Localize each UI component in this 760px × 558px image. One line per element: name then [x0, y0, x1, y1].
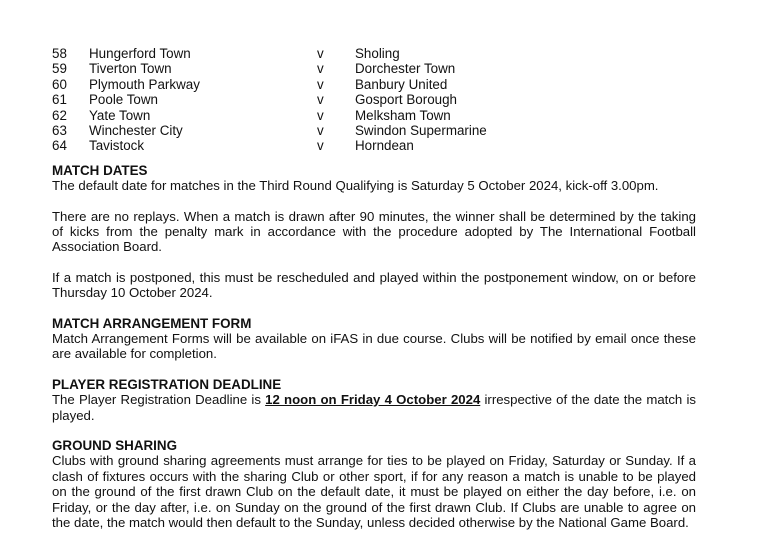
- fixture-number: 63: [52, 122, 67, 138]
- fixture-row: [52, 46, 696, 61]
- home-team: Hungerford Town: [89, 46, 191, 61]
- fixture-list: [52, 46, 696, 154]
- away-team: Gosport Borough: [355, 92, 457, 108]
- fixture-number: 60: [52, 76, 67, 92]
- away-team: Swindon Supermarine: [355, 122, 487, 138]
- versus-label: v: [317, 46, 324, 61]
- versus-label: v: [317, 61, 324, 77]
- match-arrangement-paragraph: Match Arrangement Forms will be available on iFAS in due course. Clubs will be notified by email once these are available for completion.: [52, 330, 696, 362]
- registration-text-before: The Player Registration Deadline is: [52, 392, 266, 408]
- versus-label: v: [317, 122, 324, 138]
- player-registration-heading: PLAYER REGISTRATION DEADLINE: [52, 376, 282, 392]
- fixture-number: 62: [52, 107, 67, 123]
- home-team: Winchester City: [89, 122, 183, 138]
- fixture-number: 58: [52, 46, 67, 61]
- player-registration-paragraph: [52, 392, 696, 423]
- fixture-number: 59: [52, 61, 67, 77]
- ground-sharing-paragraph: Clubs with ground sharing agreements must arrange for ties to be played on Friday, Saturday or Sunday. If a clash of fixtures occurs with the sharing Club or other sport, if for any reason a match is unable to be played on the ground of the first drawn Club on the default date, it must be played on either the day before, i.e. on Friday, or the day after, i.e. on Sunday on the ground of the first drawn Club. If Clubs are unable to agree on the date, the match would then default to the Sunday, unless decided otherwise by the National Game Board.: [52, 453, 696, 531]
- away-team: Sholing: [355, 46, 400, 61]
- ground-sharing-section: [52, 438, 696, 530]
- ground-sharing-heading: GROUND SHARING: [52, 438, 177, 454]
- versus-label: v: [317, 138, 324, 154]
- postponement-paragraph: If a match is postponed, this must be rescheduled and played within the postponement window, on or before Thursday 10 October 2024.: [52, 269, 696, 301]
- replays-paragraph: There are no replays. When a match is drawn after 90 minutes, the winner shall be determined by the taking of kicks from the penalty mark in accordance with the procedure adopted by The International Football Association Board.: [52, 208, 696, 255]
- versus-label: v: [317, 76, 324, 92]
- fixture-row: [52, 138, 696, 153]
- match-arrangement-heading: MATCH ARRANGEMENT FORM: [52, 315, 252, 331]
- away-team: Melksham Town: [355, 107, 451, 123]
- player-registration-section: [52, 377, 696, 423]
- match-dates-heading: MATCH DATES: [52, 162, 148, 178]
- fixture-row: [52, 77, 696, 92]
- away-team: Dorchester Town: [355, 61, 456, 77]
- home-team: Plymouth Parkway: [89, 76, 200, 92]
- fixture-row: [52, 123, 696, 138]
- default-date-paragraph: The default date for matches in the Third Round Qualifying is Saturday 5 October 2024, kick-off 3.00pm.: [52, 178, 659, 194]
- fixture-number: 64: [52, 138, 67, 154]
- match-arrangement-section: [52, 316, 696, 362]
- home-team: Poole Town: [89, 92, 158, 108]
- fixture-number: 61: [52, 92, 67, 108]
- home-team: Yate Town: [89, 107, 151, 123]
- versus-label: v: [317, 107, 324, 123]
- fixture-row: [52, 108, 696, 123]
- registration-deadline: 12 noon on Friday 4 October 2024: [265, 392, 481, 408]
- versus-label: v: [317, 92, 324, 108]
- home-team: Tavistock: [89, 138, 145, 154]
- away-team: Horndean: [355, 138, 414, 154]
- away-team: Banbury United: [355, 76, 448, 92]
- home-team: Tiverton Town: [89, 61, 172, 77]
- registration-text-after: irrespective of the date the match is played.: [52, 392, 697, 423]
- document-page: [52, 46, 696, 530]
- fixture-row: [52, 61, 696, 76]
- fixture-row: [52, 92, 696, 107]
- match-dates-section: [52, 163, 696, 301]
